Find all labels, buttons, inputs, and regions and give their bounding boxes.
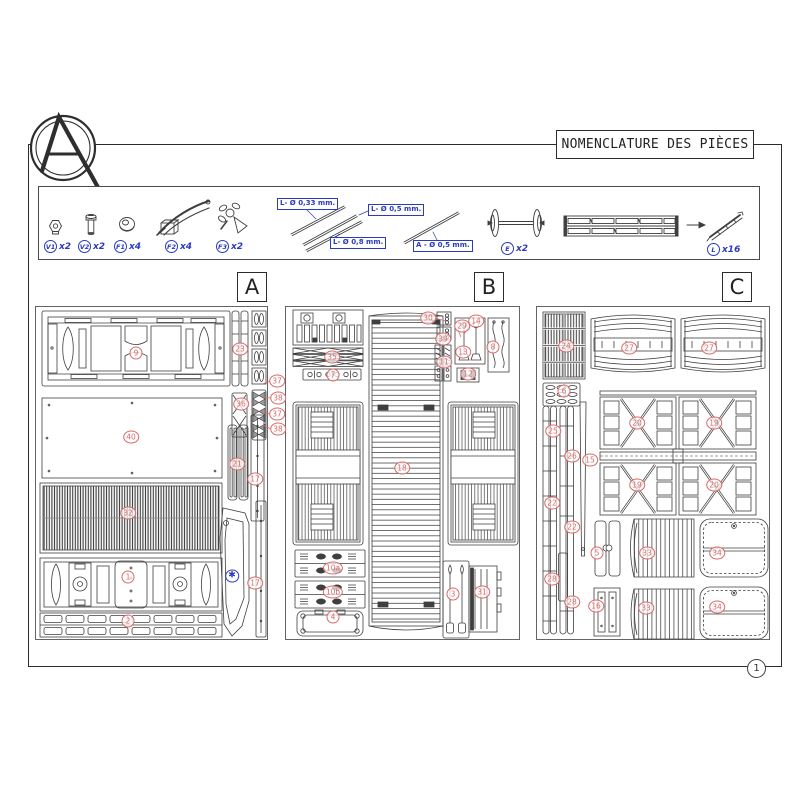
part-number-badge: 37 — [269, 375, 285, 388]
hardware-id-label — [114, 240, 141, 253]
sheet-header-C: C — [722, 272, 752, 302]
part-number-badge: 23 — [232, 343, 248, 356]
rail-piece-icon — [707, 212, 743, 241]
hardware-count: x4 — [129, 241, 142, 252]
part-1-drawing — [40, 558, 222, 611]
part-number-badge: 1 — [122, 571, 135, 584]
hardware-letter-circle: E — [501, 242, 514, 255]
leaf-spring-icon — [157, 200, 210, 235]
hardware-strip — [38, 186, 760, 260]
part-number-badge: 19 — [706, 417, 722, 430]
part-number-badge: 17 — [247, 473, 263, 486]
lattice-panels-19-20-drawing — [600, 391, 756, 515]
wire-dimension-label: L- Ø 0,5 mm. — [368, 204, 424, 216]
hardware-letter-circle: F3 — [216, 240, 229, 253]
part-number-badge: 3 — [447, 588, 460, 601]
page-number-circle — [747, 659, 766, 678]
part-number-badge: 6 — [558, 385, 571, 398]
part-number-badge: 27 — [621, 342, 637, 355]
hardware-id-label — [707, 243, 740, 256]
part-number-badge: 33 — [638, 602, 654, 615]
part-number-badge: 25 — [545, 425, 561, 438]
wire-dimension-label: A - Ø 0,5 mm. — [413, 240, 473, 252]
part-number-badge: 28 — [564, 596, 580, 609]
part-number-badge: 37 — [269, 408, 285, 421]
hardware-count: x2 — [231, 241, 244, 252]
part-number-badge: 34 — [709, 547, 725, 560]
part-number-badge: 22 — [544, 497, 560, 510]
wire-dimension-label: L- Ø 0,8 mm. — [330, 237, 386, 249]
part-number-badge: 19 — [629, 479, 645, 492]
sheet-a-drawing — [35, 306, 268, 640]
part-number-badge: 36 — [233, 398, 249, 411]
part-wall-drawing — [293, 310, 363, 345]
part-number-badge: 35 — [324, 351, 340, 364]
title-box — [556, 130, 754, 159]
arrow-right-icon — [687, 222, 705, 228]
part-number-badge: 28 — [544, 573, 560, 586]
part-number-badge: 38 — [270, 423, 286, 436]
hardware-id-label — [165, 240, 192, 253]
part-number-badge: 8 — [487, 341, 500, 354]
part-side-panel-right-drawing — [448, 402, 518, 545]
hardware-strip-drawing — [39, 187, 759, 259]
part-number-badge: 15 — [582, 454, 598, 467]
hardware-id-label — [78, 240, 105, 253]
sheet-header-A: A — [237, 272, 267, 302]
part-33b-drawing — [631, 589, 694, 639]
part-number-badge: 13 — [455, 346, 471, 359]
part-number-badge: 34 — [709, 601, 725, 614]
part-number-badge: 5 — [591, 547, 604, 560]
part-number-badge: 29 — [454, 320, 470, 333]
part-number-badge: 2 — [122, 615, 135, 628]
part-number-badge: 16 — [588, 600, 604, 613]
part-side-panel-left-drawing — [293, 402, 363, 545]
part-number-badge: 17 — [247, 577, 263, 590]
hardware-count: x2 — [516, 243, 529, 254]
hardware-count: x4 — [180, 241, 193, 252]
part-number-badge: 40 — [123, 431, 139, 444]
part-number-badge: 4 — [327, 611, 340, 624]
part-number-badge: 30 — [420, 312, 436, 325]
part-number-badge: 39 — [435, 333, 451, 346]
sheet-c-drawing — [536, 306, 770, 640]
wheelset-icon — [488, 210, 544, 237]
hardware-id-label — [44, 240, 71, 253]
part-number-badge: 20 — [706, 479, 722, 492]
part-number-badge: 10b — [323, 586, 343, 599]
hardware-letter-circle: V1 — [44, 240, 57, 253]
page-number: 1 — [753, 663, 760, 674]
hardware-id-label — [216, 240, 243, 253]
hardware-letter-circle: L — [707, 243, 720, 256]
hardware-id-label — [501, 242, 528, 255]
hardware-letter-circle: F2 — [165, 240, 178, 253]
coupling-hook-icon — [217, 202, 247, 233]
part-number-badge: 24 — [558, 340, 574, 353]
part-number-badge: ✱ — [225, 570, 239, 583]
wire-dimension-label: L- Ø 0,33 mm. — [277, 198, 338, 210]
part-17b-drawing — [256, 501, 266, 637]
page-title: NOMENCLATURE DES PIÈCES — [561, 137, 749, 152]
hardware-letter-circle: F1 — [114, 240, 127, 253]
part-31-drawing — [469, 566, 501, 632]
hardware-count: x2 — [59, 241, 72, 252]
part-number-badge: 22 — [564, 521, 580, 534]
hex-nut-icon — [50, 221, 62, 235]
hardware-count: x16 — [722, 244, 741, 255]
part-number-badge: 20 — [629, 417, 645, 430]
rail-sprue-icon — [564, 216, 678, 236]
part-number-badge: 31 — [474, 586, 490, 599]
part-number-badge: 10a — [323, 562, 343, 575]
part-27b-drawing — [681, 315, 765, 372]
bolt-icon — [86, 215, 96, 235]
hardware-letter-circle: V2 — [78, 240, 91, 253]
bushing-icon — [120, 218, 135, 232]
part-number-badge: 33 — [639, 547, 655, 560]
part-number-badge: 11 — [436, 356, 452, 369]
hardware-count: x2 — [93, 241, 106, 252]
part-number-badge: 21 — [229, 458, 245, 471]
part-34b-drawing — [700, 587, 768, 639]
part-number-badge: 9 — [130, 347, 143, 360]
part-number-badge: 27 — [701, 342, 717, 355]
part-number-badge: 7 — [327, 369, 340, 382]
part-15-drawing — [580, 402, 586, 556]
part-number-badge: 14 — [468, 315, 484, 328]
part-number-badge: 32 — [120, 507, 136, 520]
part-number-badge: 26 — [564, 450, 580, 463]
part-number-badge: 18 — [394, 462, 410, 475]
strips-25-22-28-drawing — [543, 406, 557, 634]
sheet-header-B: B — [474, 272, 504, 302]
part-number-badge: 12 — [460, 368, 476, 381]
part-number-badge: 38 — [270, 392, 286, 405]
